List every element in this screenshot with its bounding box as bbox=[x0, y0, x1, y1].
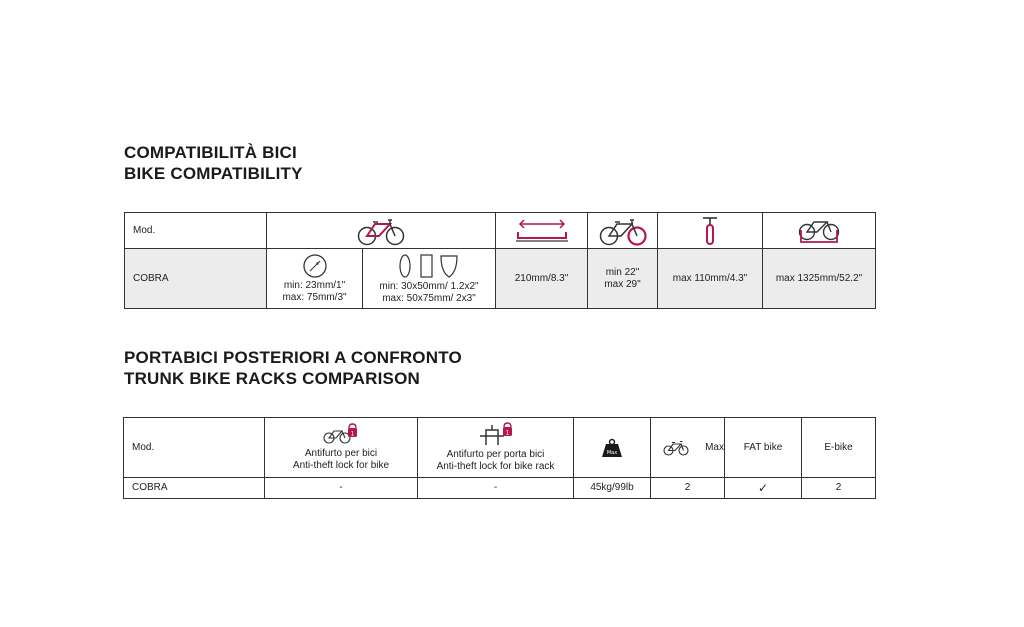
section1-title-it: COMPATIBILITÀ BICI bbox=[124, 143, 297, 162]
table2-header-weight bbox=[574, 418, 651, 478]
table1-header-frame bbox=[267, 213, 496, 249]
round-tube-icon bbox=[302, 253, 328, 279]
section2-title-it: PORTABICI POSTERIORI A CONFRONTO bbox=[124, 348, 462, 367]
bike-frame-icon bbox=[357, 216, 405, 246]
table1-row-cobra bbox=[125, 249, 876, 309]
bike-compatibility-table bbox=[124, 212, 876, 309]
shaped-tube-icon bbox=[397, 252, 461, 280]
table2-header-antitheft-rack bbox=[418, 418, 574, 478]
rack-lock-icon bbox=[478, 422, 514, 446]
table2-fat-bike-check: ✓ bbox=[725, 478, 802, 499]
antitheft-bike-label: Antifurto per bici Anti-theft lock for bike bbox=[292, 448, 390, 471]
table2-antitheft-bike: - bbox=[265, 478, 418, 499]
table1-header-row bbox=[125, 213, 876, 249]
max-bikes-label: Max bbox=[705, 441, 724, 453]
table2-max-bikes: 2 bbox=[651, 478, 725, 499]
wheelbase-icon bbox=[797, 216, 841, 246]
table2-row-cobra bbox=[124, 478, 876, 499]
table1-shaped-tube bbox=[363, 249, 496, 309]
section1-title-en: BIKE COMPATIBILITY bbox=[124, 164, 303, 183]
table2-header-max-bikes bbox=[651, 418, 725, 478]
table1-header-mod: Mod. bbox=[125, 213, 267, 249]
table2-model: COBRA bbox=[124, 478, 265, 499]
bike-lock-icon bbox=[323, 423, 359, 445]
round-tube-range: min: 23mm/1" max: 75mm/3" bbox=[282, 280, 347, 303]
table2-header-ebike: E-bike bbox=[802, 418, 876, 478]
table2-antitheft-rack: - bbox=[418, 478, 574, 499]
table2-header-mod: Mod. bbox=[124, 418, 265, 478]
table1-header-axle bbox=[496, 213, 588, 249]
section2-title-en: TRUNK BIKE RACKS COMPARISON bbox=[124, 369, 420, 388]
table1-wheelbase: max 1325mm/52.2" bbox=[763, 249, 876, 309]
table2-header-fat-bike: FAT bike bbox=[725, 418, 802, 478]
section1-title bbox=[124, 142, 303, 184]
table2-ebike: 2 bbox=[802, 478, 876, 499]
table1-header-wheel bbox=[588, 213, 658, 249]
weight-badge-label: Max bbox=[606, 449, 618, 456]
svg-text:1: 1 bbox=[505, 429, 509, 437]
table2-header-antitheft-bike bbox=[265, 418, 418, 478]
table1-header-wheelbase bbox=[763, 213, 876, 249]
wheel-size-icon bbox=[599, 216, 647, 246]
table1-model: COBRA bbox=[125, 249, 267, 309]
table1-header-tyre bbox=[658, 213, 763, 249]
bike-icon bbox=[663, 440, 689, 456]
table1-tyre-width: max 110mm/4.3" bbox=[658, 249, 763, 309]
svg-text:1: 1 bbox=[350, 430, 355, 438]
trunk-racks-table bbox=[123, 417, 876, 499]
shaped-tube-range: min: 30x50mm/ 1.2x2" max: 50x75mm/ 2x3" bbox=[379, 281, 479, 304]
table1-wheel-size: min 22" max 29" bbox=[588, 249, 658, 309]
table1-round-tube bbox=[267, 249, 363, 309]
section2-title bbox=[124, 347, 462, 389]
table2-header-row bbox=[124, 418, 876, 478]
antitheft-rack-label: Antifurto per porta bici Anti-theft lock for bike rack bbox=[436, 449, 555, 472]
table2-weight: 45kg/99lb bbox=[574, 478, 651, 499]
tyre-width-icon bbox=[700, 215, 720, 247]
axle-width-icon bbox=[514, 218, 570, 244]
table1-axle-width: 210mm/8.3" bbox=[496, 249, 588, 309]
weight-icon bbox=[601, 438, 623, 458]
svg-text:ø: ø bbox=[315, 261, 319, 267]
